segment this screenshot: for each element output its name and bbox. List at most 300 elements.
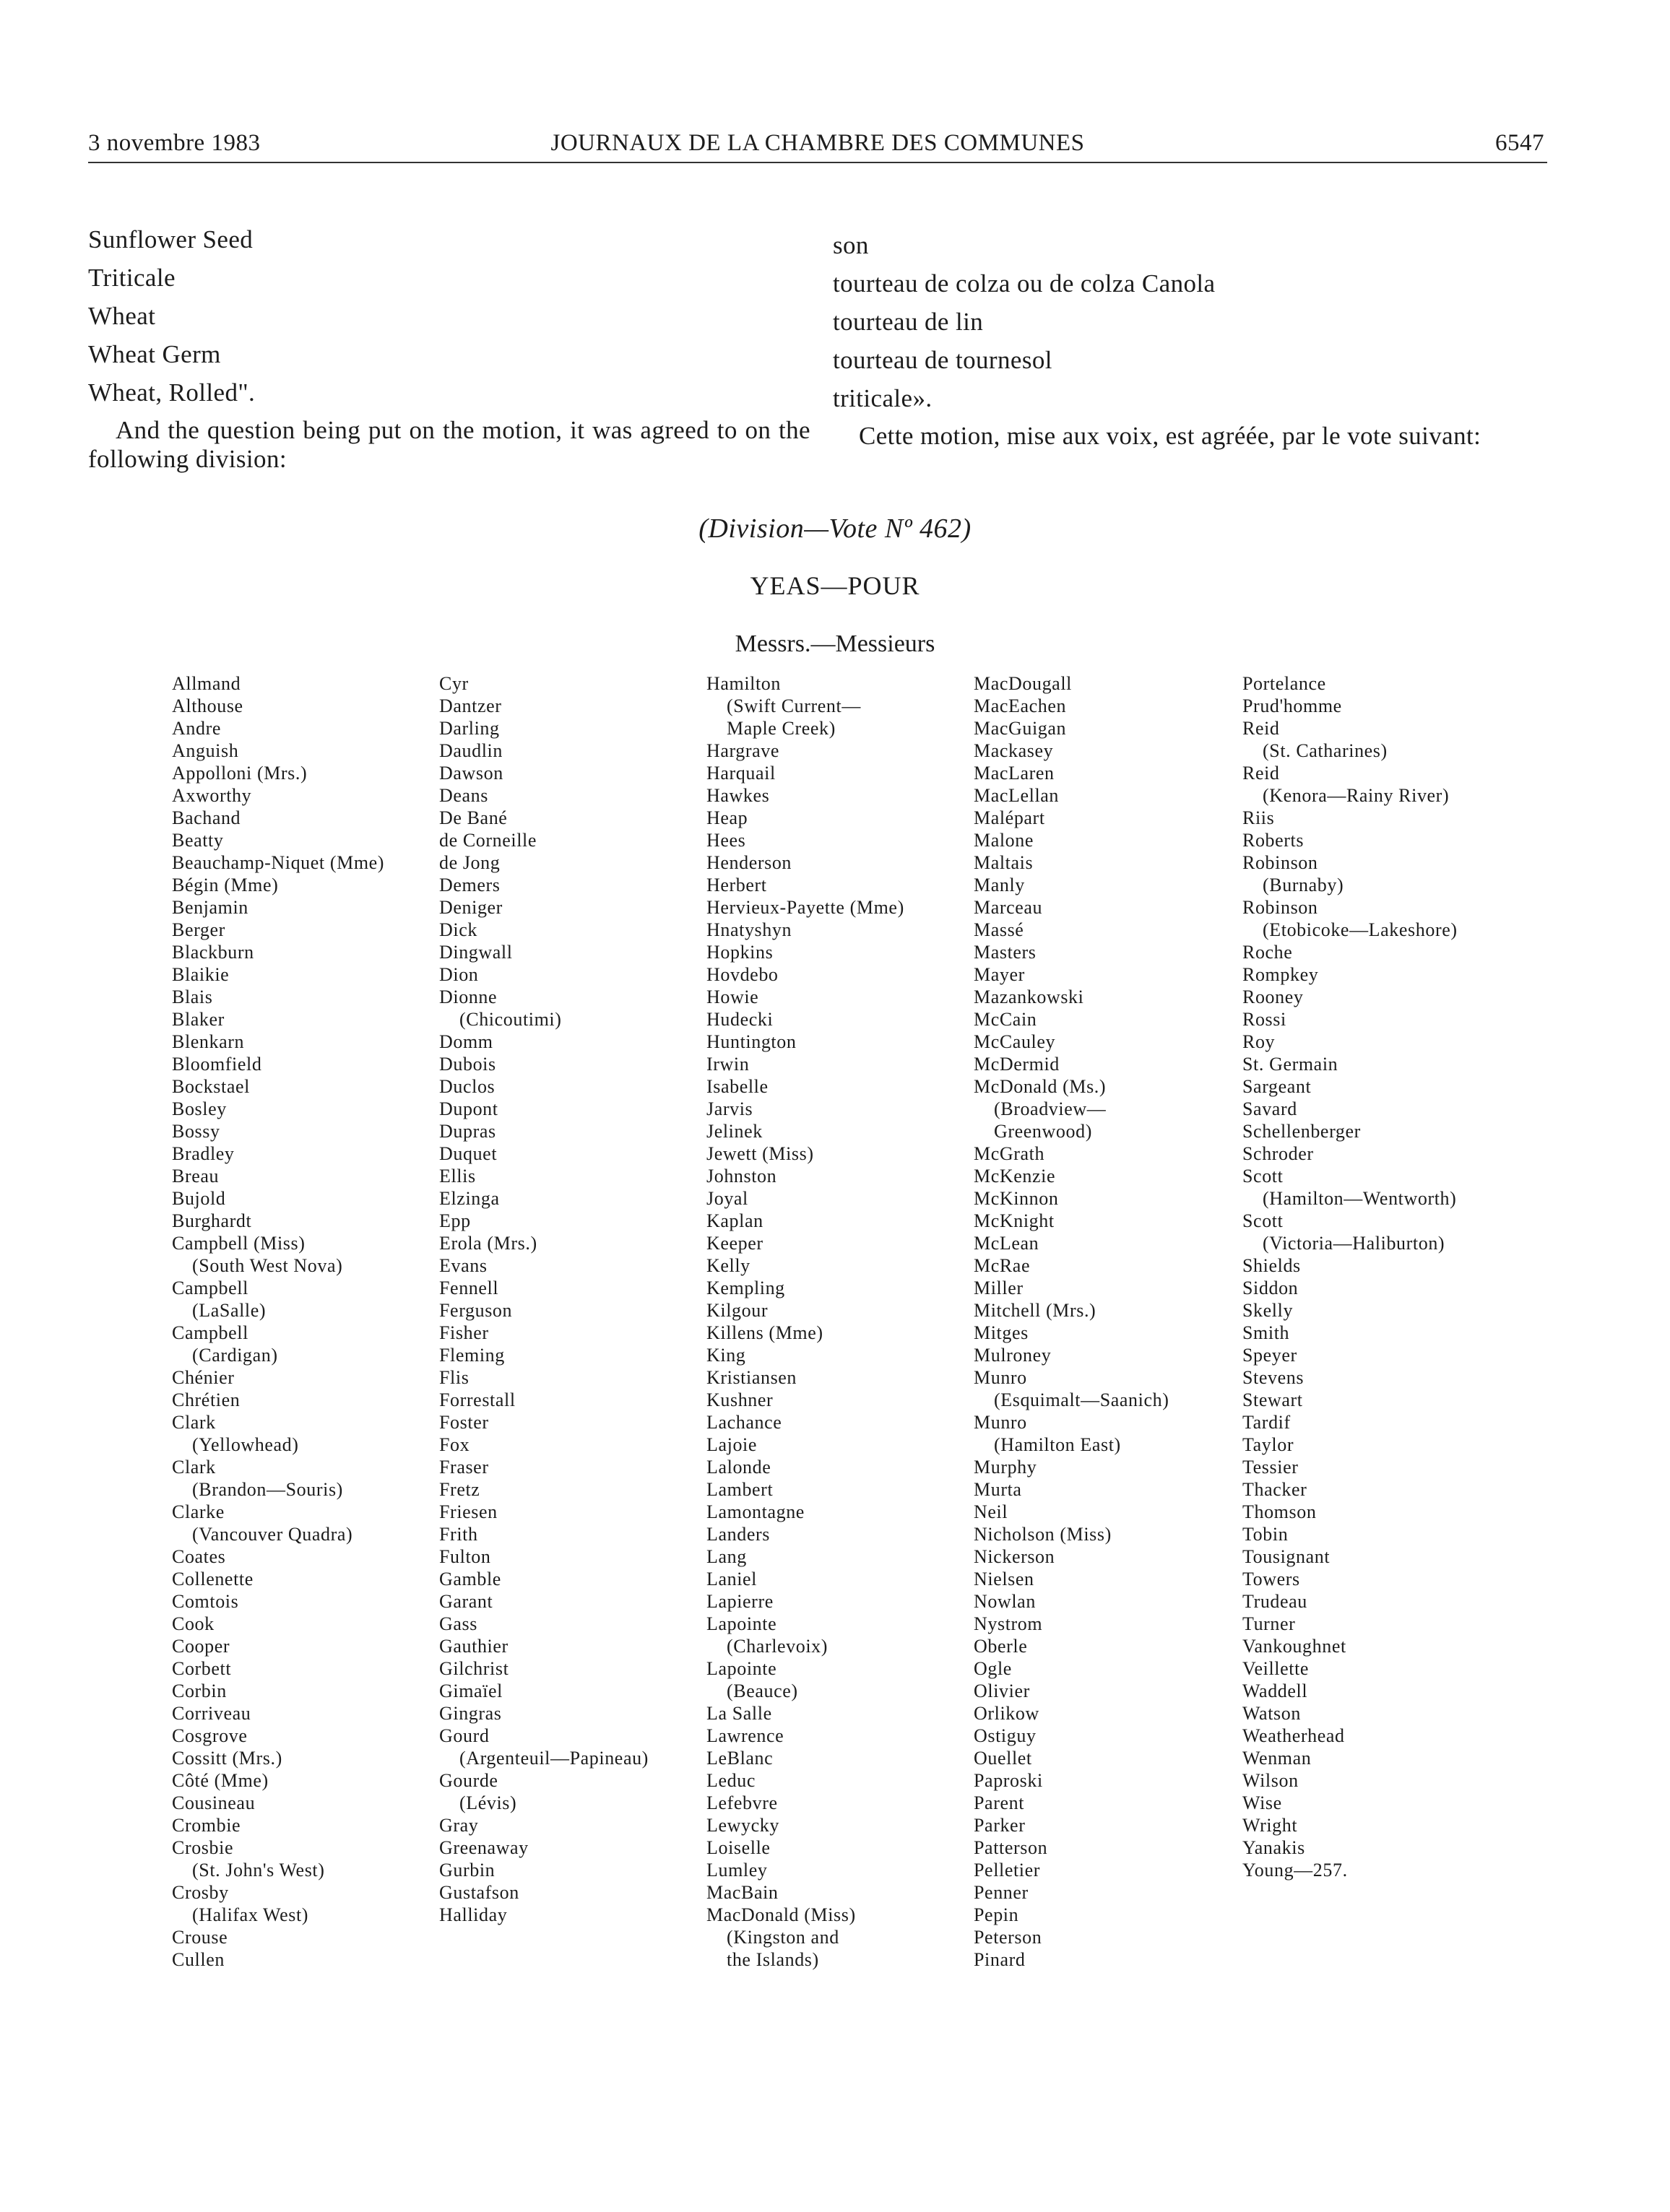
member-name: Frith [439,1524,478,1545]
member-riding: (St. Catharines) [1263,740,1388,761]
member-name: Lefebvre [706,1792,778,1813]
member-riding: (Hamilton East) [994,1434,1121,1455]
member-name: Wright [1242,1815,1298,1836]
member-name: Herbert [706,875,767,895]
member-name: Dick [439,919,477,940]
member-name: Paproski [974,1770,1043,1791]
member-name: Kilgour [706,1300,769,1321]
name-column-4 [974,672,1169,1971]
member-name: Jewett (Miss) [706,1143,814,1164]
member-name: Tobin [1242,1524,1289,1545]
english-item: Triticale [88,264,176,292]
member-name: Jarvis [706,1098,753,1119]
member-name: Johnston [706,1166,777,1187]
member-name: LeBlanc [706,1748,774,1769]
member-name: Hargrave [706,740,780,761]
member-riding: Greenwood) [994,1121,1092,1142]
name-column-5 [1242,672,1458,1881]
member-name: Bockstael [172,1076,250,1097]
member-name: Cosgrove [172,1725,248,1746]
member-name: Clark [172,1457,216,1478]
member-name: Friesen [439,1501,498,1522]
member-riding: (Brandon—Souris) [192,1479,343,1500]
member-name: Pelletier [974,1860,1041,1881]
member-name: Lapointe [706,1613,777,1634]
member-name: Heap [706,807,748,828]
member-name: Murta [974,1479,1022,1500]
member-name: Roy [1242,1031,1276,1052]
french-item: tourteau de colza ou de colza Canola [833,269,1216,298]
member-name: Lapierre [706,1591,774,1612]
member-name: Kelly [706,1255,750,1276]
member-name: Prud'homme [1242,695,1342,716]
member-name: Turner [1242,1613,1296,1634]
member-name: Weatherhead [1242,1725,1345,1746]
member-name: Cossitt (Mrs.) [172,1748,282,1769]
english-column [88,220,810,474]
member-riding: (Charlevoix) [727,1636,828,1657]
member-name: Nystrom [974,1613,1043,1634]
member-name: Veillette [1242,1658,1310,1679]
member-name: Gustafson [439,1882,519,1903]
member-name: Berger [172,919,225,940]
member-name: Axworthy [172,785,252,806]
member-name: Murphy [974,1457,1037,1478]
member-name: Malone [974,830,1034,851]
member-name: Thomson [1242,1501,1317,1522]
member-name: Reid [1242,763,1280,784]
member-name: Forrestall [439,1389,516,1410]
member-name: Laniel [706,1569,758,1589]
name-column-1 [172,672,384,1971]
member-name: Smith [1242,1322,1290,1343]
member-name: Tousignant [1242,1546,1331,1567]
member-name: Burghardt [172,1210,252,1231]
member-name: Erola (Mrs.) [439,1233,537,1254]
member-name: Bosley [172,1098,227,1119]
member-name: Miller [974,1278,1024,1298]
member-name: Fox [439,1434,470,1455]
member-name: Bujold [172,1188,226,1209]
member-name: McLean [974,1233,1039,1254]
member-name: Corbett [172,1658,232,1679]
member-riding: (Kingston and [727,1927,839,1948]
member-riding: (South West Nova) [192,1255,343,1276]
member-name: Ferguson [439,1300,513,1321]
member-name: Fennell [439,1278,499,1298]
member-name: McDonald (Ms.) [974,1076,1107,1097]
member-name: Campbell (Miss) [172,1233,306,1254]
member-name: Landers [706,1524,770,1545]
member-name: Savard [1242,1098,1297,1119]
member-name: MacDougall [974,673,1072,694]
member-name: Keeper [706,1233,763,1254]
member-name: Corbin [172,1680,227,1701]
english-item: Wheat [88,302,156,330]
member-riding: (St. John's West) [192,1860,325,1881]
member-name: Watson [1242,1703,1301,1724]
member-name: Foster [439,1412,489,1433]
member-name: Nickerson [974,1546,1055,1567]
member-name: de Corneille [439,830,537,851]
member-name: Gimaïel [439,1680,503,1701]
member-riding: (Hamilton—Wentworth) [1263,1188,1457,1209]
member-name: Blaker [172,1009,225,1030]
member-name: Dupras [439,1121,496,1142]
member-name: Gourd [439,1725,490,1746]
member-name: de Jong [439,852,501,873]
member-name: Beauchamp-Niquet (Mme) [172,852,385,873]
member-name: Rossi [1242,1009,1286,1030]
member-name: Fulton [439,1546,491,1567]
member-riding: (Etobicoke—Lakeshore) [1263,919,1458,940]
member-riding: (LaSalle) [192,1300,267,1321]
member-name: Trudeau [1242,1591,1307,1612]
member-name: Lachance [706,1412,782,1433]
member-name: Lajoie [706,1434,758,1455]
member-name: Corriveau [172,1703,251,1724]
name-column-2 [439,672,649,1926]
member-name: Lambert [706,1479,774,1500]
member-name: Bloomfield [172,1054,262,1075]
member-name: Campbell [172,1278,248,1298]
member-name: Collenette [172,1569,254,1589]
member-name: Bradley [172,1143,235,1164]
member-name: Nielsen [974,1569,1034,1589]
member-name: MacEachen [974,695,1067,716]
member-name: Mitchell (Mrs.) [974,1300,1096,1321]
member-name: Côté (Mme) [172,1770,269,1791]
member-name: Gourde [439,1770,498,1791]
member-name: Duclos [439,1076,496,1097]
member-name: Stewart [1242,1389,1303,1410]
member-name: Shields [1242,1255,1301,1276]
member-name: Neil [974,1501,1008,1522]
member-name: Beatty [172,830,224,851]
member-name: Cousineau [172,1792,256,1813]
member-name: Yanakis [1242,1837,1305,1858]
member-riding: (Cardigan) [192,1345,278,1366]
member-name: Huntington [706,1031,797,1052]
member-name: Althouse [172,695,243,716]
member-name: Garant [439,1591,493,1612]
member-name: Peterson [974,1927,1042,1948]
french-item: triticale». [833,384,933,412]
member-name: Schroder [1242,1143,1314,1164]
member-riding: (Yellowhead) [192,1434,299,1455]
member-name: Lumley [706,1860,768,1881]
member-name: Parent [974,1792,1025,1813]
member-name: Ogle [974,1658,1012,1679]
member-name: Joyal [706,1188,748,1209]
french-column [833,220,1548,451]
member-name: Oberle [974,1636,1028,1657]
member-name: Gray [439,1815,479,1836]
member-name: Hovdebo [706,964,779,985]
member-name: Killens (Mme) [706,1322,823,1343]
member-name: Ostiguy [974,1725,1037,1746]
member-name: Cullen [172,1949,225,1970]
member-name: Coates [172,1546,226,1567]
member-name: Sargeant [1242,1076,1312,1097]
member-name: Campbell [172,1322,248,1343]
member-name: Breau [172,1166,220,1187]
member-name: Crombie [172,1815,241,1836]
name-column-3 [706,672,904,1971]
member-name: Blais [172,986,213,1007]
member-name: Olivier [974,1680,1030,1701]
member-name: Kaplan [706,1210,763,1231]
member-name: Hamilton [706,673,782,694]
english-item: Wheat, Rolled". [88,378,256,407]
member-name: Kushner [706,1389,774,1410]
member-name: Munro [974,1412,1027,1433]
member-riding: (Burnaby) [1263,875,1344,895]
member-name: Roberts [1242,830,1305,851]
member-name: Fleming [439,1345,505,1366]
member-name: Loiselle [706,1837,771,1858]
member-name: McKinnon [974,1188,1059,1209]
member-name: Crosby [172,1882,229,1903]
member-name: Allmand [172,673,241,694]
member-name: Lewycky [706,1815,779,1836]
member-name: Tardif [1242,1412,1291,1433]
member-name: Nowlan [974,1591,1036,1612]
member-name: Nicholson (Miss) [974,1524,1112,1545]
member-name: Andre [172,718,221,739]
member-name: Portelance [1242,673,1326,694]
member-name: Elzinga [439,1188,500,1209]
member-name: Jelinek [706,1121,763,1142]
member-name: Cyr [439,673,469,694]
member-riding: (Chicoutimi) [459,1009,562,1030]
member-riding: (Vancouver Quadra) [192,1524,353,1545]
member-name: Lalonde [706,1457,771,1478]
english-paragraph: And the question being put on the motion, it was agreed to on the following division: [88,416,810,473]
member-name: Chénier [172,1367,235,1388]
member-riding: the Islands) [727,1949,819,1970]
member-name: McDermid [974,1054,1060,1075]
member-name: St. Germain [1242,1054,1338,1075]
member-name: Flis [439,1367,470,1388]
member-name: Malépart [974,807,1045,828]
member-name: Wilson [1242,1770,1299,1791]
member-name: McKenzie [974,1166,1056,1187]
member-name: Bégin (Mme) [172,875,279,895]
member-name: Fisher [439,1322,489,1343]
member-name: Reid [1242,718,1280,739]
member-name: Cook [172,1613,215,1634]
member-name: Greenaway [439,1837,529,1858]
member-name: Rompkey [1242,964,1319,985]
member-name: Wenman [1242,1748,1312,1769]
member-name: Siddon [1242,1278,1299,1298]
member-name: McCain [974,1009,1037,1030]
member-name: Ellis [439,1166,476,1187]
member-name: Hnatyshyn [706,919,792,940]
member-name: Pinard [974,1949,1026,1970]
member-name: McKnight [974,1210,1055,1231]
member-name: Deniger [439,897,503,918]
division-title: (Division—Vote Nº 462) [698,513,972,544]
member-name: Scott [1242,1166,1284,1187]
member-riding: (Victoria—Haliburton) [1263,1233,1445,1254]
member-name: Waddell [1242,1680,1308,1701]
member-name: Mackasey [974,740,1054,761]
member-name: Gauthier [439,1636,509,1657]
english-item: Wheat Germ [88,340,221,368]
english-item: Sunflower Seed [88,225,254,253]
member-name: Wise [1242,1792,1282,1813]
member-name: Hawkes [706,785,770,806]
page-header [88,129,1547,163]
member-name: Crouse [172,1927,228,1948]
member-name: De Bané [439,807,508,828]
member-name: Blenkarn [172,1031,245,1052]
french-item: tourteau de lin [833,308,984,336]
member-name: Kempling [706,1278,785,1298]
member-name: Munro [974,1367,1027,1388]
member-name: Taylor [1242,1434,1294,1455]
member-name: Gass [439,1613,477,1634]
french-item: tourteau de tournesol [833,346,1052,374]
member-name: Gamble [439,1569,501,1589]
member-riding: (Swift Current— [727,695,861,716]
member-name: Halliday [439,1904,508,1925]
member-name: Evans [439,1255,488,1276]
member-name: Dantzer [439,695,502,716]
member-name: Kristiansen [706,1367,797,1388]
member-riding: (Kenora—Rainy River) [1263,785,1450,806]
member-name: Domm [439,1031,493,1052]
member-name: Thacker [1242,1479,1307,1500]
member-name: Speyer [1242,1345,1297,1366]
member-name: Chrétien [172,1389,241,1410]
member-name: Blaikie [172,964,230,985]
member-name: Dawson [439,763,503,784]
member-name: Lawrence [706,1725,784,1746]
member-name: Schellenberger [1242,1121,1361,1142]
member-name: Fraser [439,1457,489,1478]
member-name: Parker [974,1815,1026,1836]
member-name: King [706,1345,746,1366]
member-name: Robinson [1242,852,1318,873]
messrs-heading: Messrs.—Messieurs [735,630,935,657]
member-name: McCauley [974,1031,1056,1052]
member-name: Dingwall [439,942,513,963]
member-name: Comtois [172,1591,239,1612]
member-name: Masters [974,942,1037,963]
member-name: Hervieux-Payette (Mme) [706,897,904,918]
member-name: Darling [439,718,500,739]
member-name: Orlikow [974,1703,1039,1724]
member-name: MacLellan [974,785,1060,806]
member-name: Appolloni (Mrs.) [172,763,308,784]
member-name: Mulroney [974,1345,1052,1366]
member-name: Gingras [439,1703,502,1724]
member-name: Mayer [974,964,1025,985]
member-name: Mitges [974,1322,1029,1343]
french-paragraph: Cette motion, mise aux voix, est agréée, par le vote suivant: [859,422,1481,450]
member-name: Gilchrist [439,1658,509,1679]
french-item: son [833,231,869,259]
member-name: Mazankowski [974,986,1084,1007]
header-title: JOURNAUX DE LA CHAMBRE DES COMMUNES [550,130,1085,156]
member-riding: (Lévis) [459,1792,517,1813]
member-name: Penner [974,1882,1029,1903]
member-name: Irwin [706,1054,750,1075]
member-name: MacBain [706,1882,779,1903]
member-name: Rooney [1242,986,1304,1007]
member-name: Ouellet [974,1748,1032,1769]
member-name: Daudlin [439,740,503,761]
member-name: Benjamin [172,897,248,918]
member-name: Bossy [172,1121,220,1142]
member-name: Lang [706,1546,747,1567]
member-name: Dupont [439,1098,498,1119]
member-name: Fretz [439,1479,480,1500]
member-name: Towers [1242,1569,1300,1589]
member-name: Vankoughnet [1242,1636,1346,1657]
member-name: Hopkins [706,942,774,963]
member-name: Blackburn [172,942,254,963]
member-name: Robinson [1242,897,1318,918]
member-riding: (Broadview— [994,1098,1107,1119]
yeas-heading: YEAS—POUR [750,571,920,600]
member-name: Riis [1242,807,1275,828]
member-name: Harquail [706,763,776,784]
member-name: McRae [974,1255,1031,1276]
member-name: Stevens [1242,1367,1305,1388]
member-name: Tessier [1242,1457,1299,1478]
member-name: Gurbin [439,1860,496,1881]
member-name: Hudecki [706,1009,774,1030]
member-name: Marceau [974,897,1043,918]
member-name: Massé [974,919,1024,940]
member-name: Cooper [172,1636,230,1657]
member-name: MacLaren [974,763,1055,784]
member-name: Dionne [439,986,498,1007]
member-name: Maltais [974,852,1034,873]
member-name: Duquet [439,1143,498,1164]
member-riding: (Halifax West) [192,1904,309,1925]
member-name: Lapointe [706,1658,777,1679]
member-name: Skelly [1242,1300,1294,1321]
member-name: Pepin [974,1904,1019,1925]
member-name: Anguish [172,740,239,761]
member-name: Scott [1242,1210,1284,1231]
page-number: 6547 [1495,130,1544,156]
member-name: Young—257. [1242,1860,1348,1881]
member-name: Patterson [974,1837,1048,1858]
member-riding: (Beauce) [727,1680,798,1701]
member-name: La Salle [706,1703,772,1724]
member-name: Hees [706,830,746,851]
member-name: Leduc [706,1770,756,1791]
member-name: Roche [1242,942,1293,963]
member-name: Epp [439,1210,471,1231]
member-name: McGrath [974,1143,1045,1164]
member-name: MacGuigan [974,718,1067,739]
member-name: Dubois [439,1054,496,1075]
member-name: Henderson [706,852,792,873]
member-name: Lamontagne [706,1501,805,1522]
member-name: Manly [974,875,1025,895]
member-name: Dion [439,964,479,985]
member-name: Crosbie [172,1837,234,1858]
member-name: MacDonald (Miss) [706,1904,856,1925]
member-name: Demers [439,875,501,895]
